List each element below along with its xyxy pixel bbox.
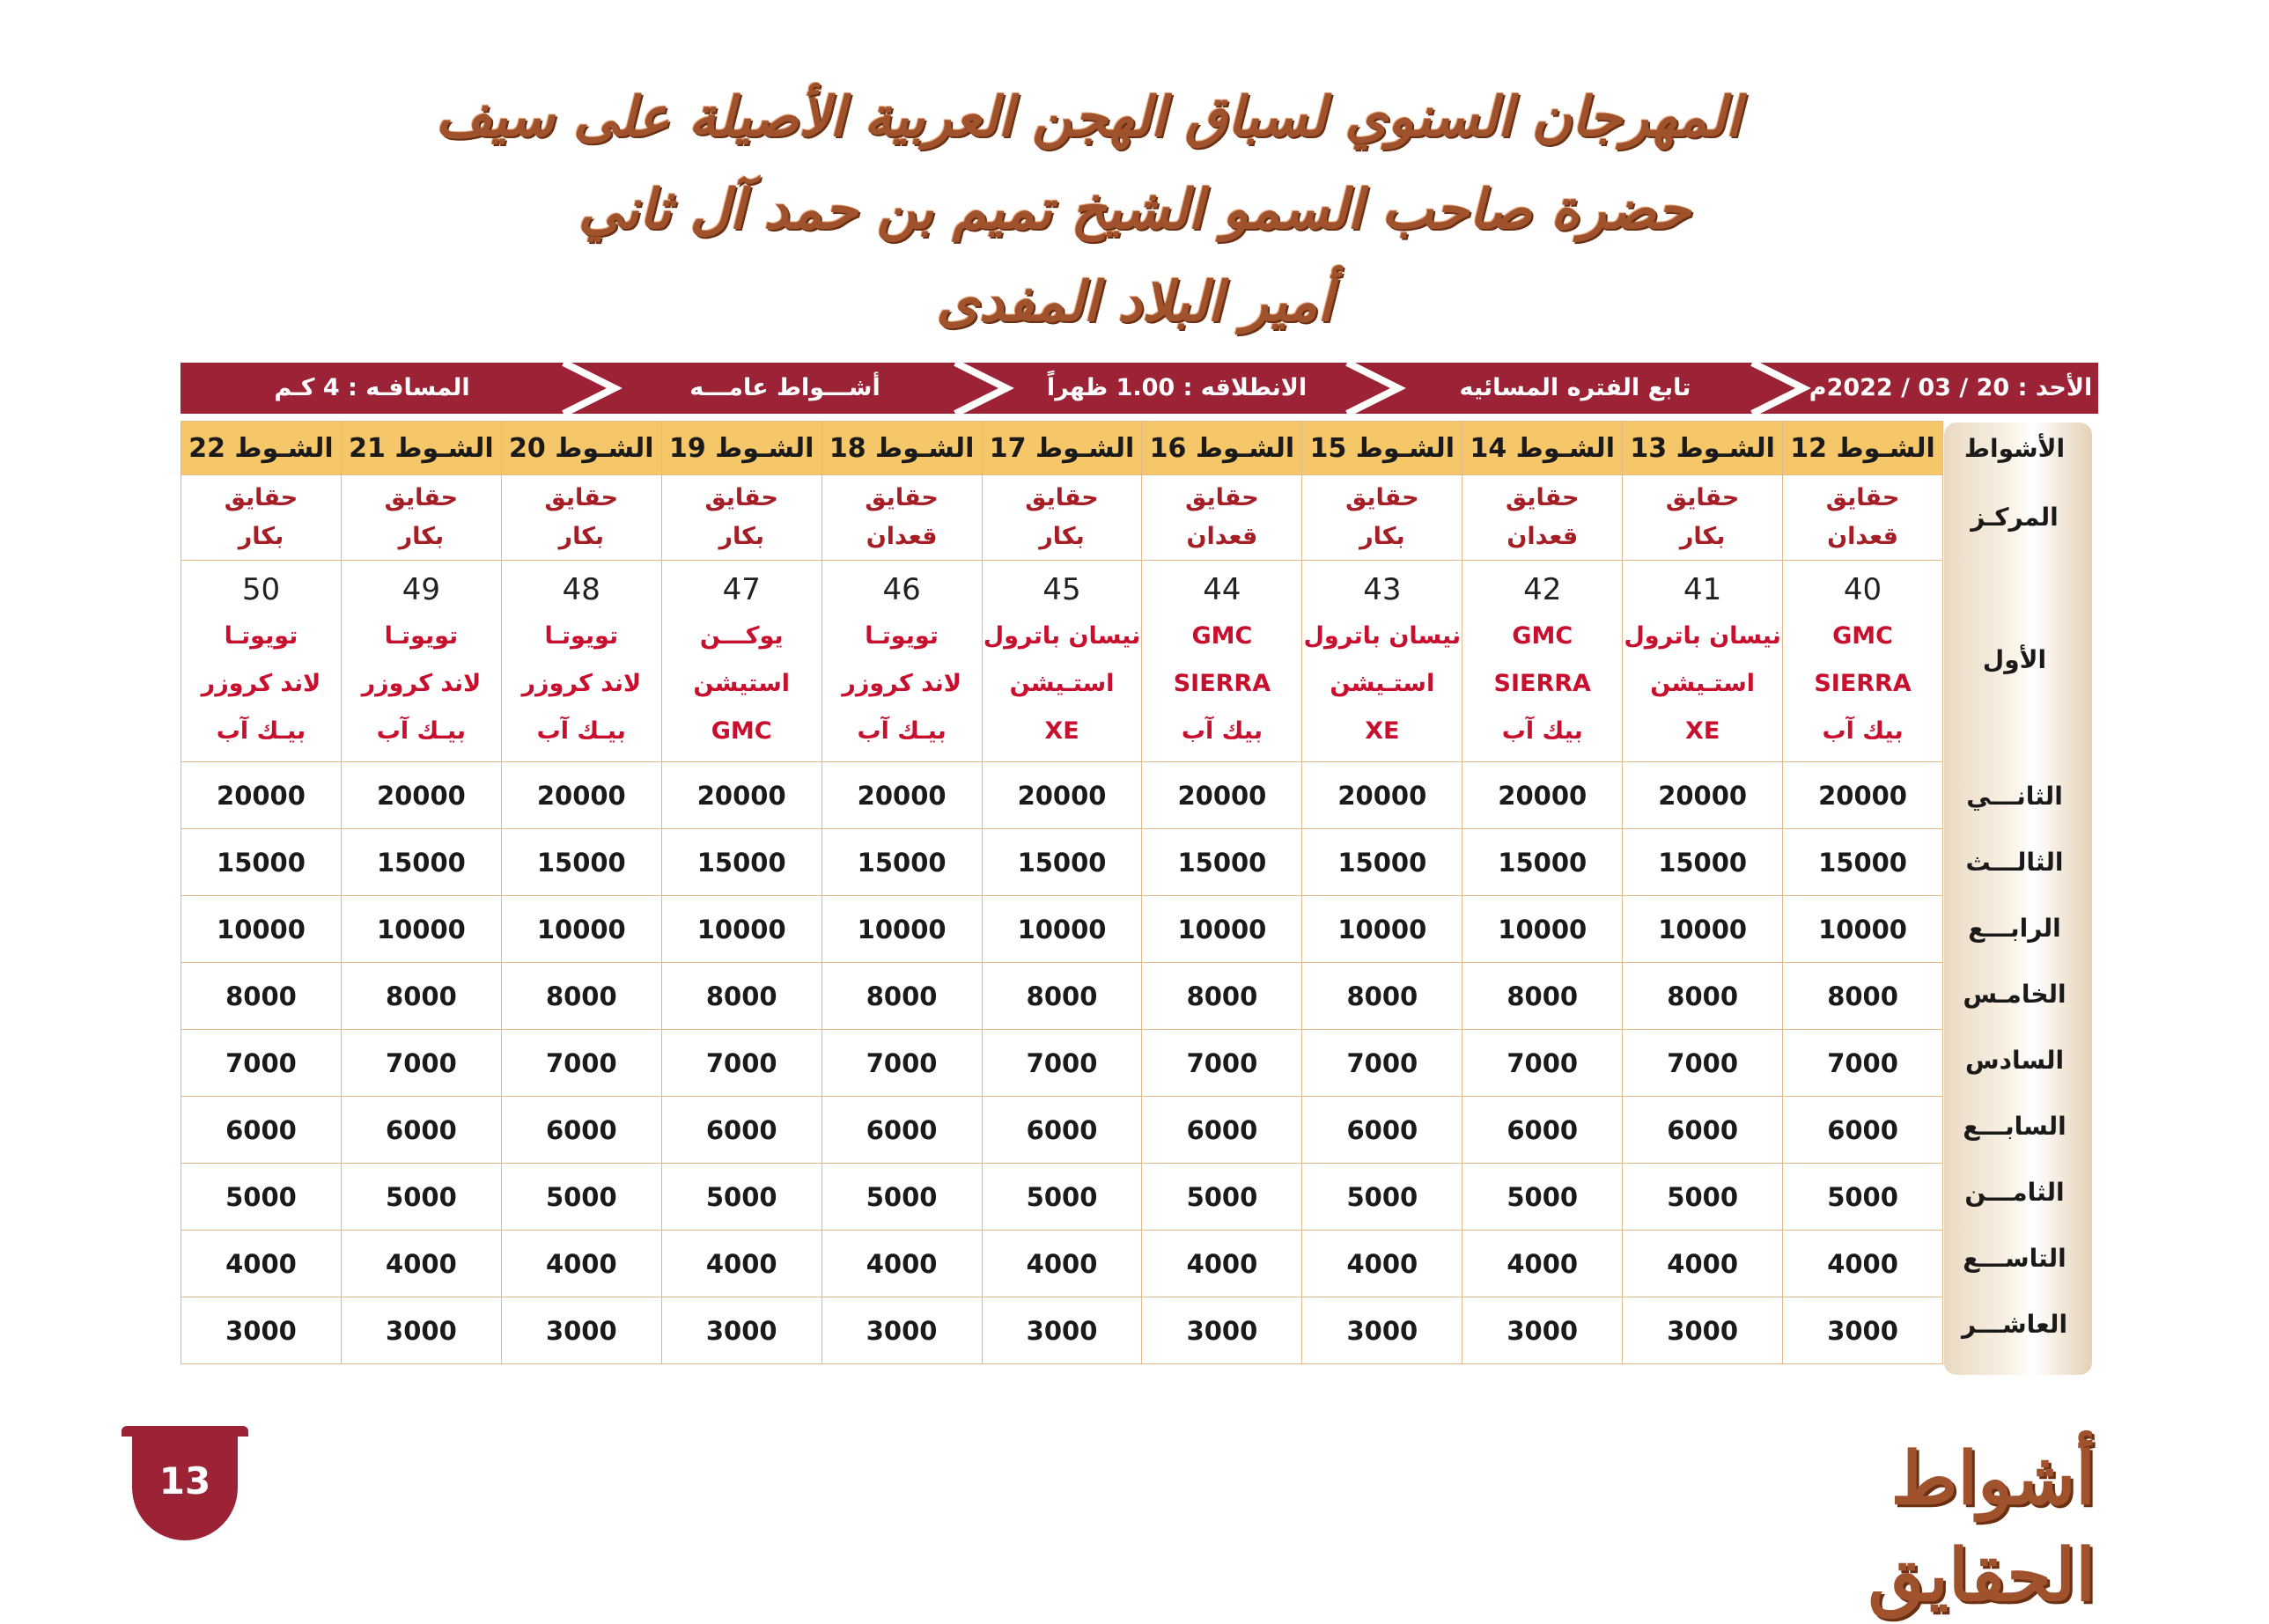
prize-cell: 20000 xyxy=(661,762,821,829)
prize-cell: 7000 xyxy=(661,1030,821,1097)
center-cell xyxy=(341,475,501,561)
center-line: بكار xyxy=(718,523,764,550)
prize-cell: 4000 xyxy=(1783,1231,1943,1297)
banner-date: الأحد : 20 / 03 / 2022م xyxy=(1809,374,2093,401)
banner-start: الانطلاقه : 1.00 ظهراً xyxy=(1046,374,1308,401)
car-name-line: بيك آب xyxy=(1181,717,1263,745)
prize-cell: 8000 xyxy=(661,963,821,1030)
car-name-line: بيك آب xyxy=(1822,717,1904,745)
center-line: حقايق xyxy=(1345,484,1419,511)
center-line: بكار xyxy=(398,523,445,550)
center-cell xyxy=(821,475,982,561)
prize-cell: 15000 xyxy=(982,829,1142,896)
prize-cell: 20000 xyxy=(1623,762,1783,829)
car-name-line: XE xyxy=(1044,717,1079,745)
car-number: 50 xyxy=(241,572,281,607)
center-line: حقايق xyxy=(544,484,619,511)
prize-row xyxy=(181,1231,1943,1297)
center-line: قعدان xyxy=(866,523,938,550)
prize-cell: 6000 xyxy=(982,1097,1142,1164)
prize-cell: 20000 xyxy=(821,762,982,829)
prize-cell: 10000 xyxy=(1142,896,1302,963)
prize-cell: 20000 xyxy=(341,762,501,829)
prize-cell: 4000 xyxy=(1462,1231,1623,1297)
prize-cell: 7000 xyxy=(1142,1030,1302,1097)
first-prize-cell xyxy=(1142,561,1302,762)
prize-row xyxy=(181,963,1943,1030)
prize-cell: 7000 xyxy=(501,1030,661,1097)
prize-cell: 3000 xyxy=(1302,1297,1462,1364)
banner-period: تابع الفتره المسائيه xyxy=(1459,374,1691,401)
row-label-first: الأول xyxy=(1982,645,2047,674)
banner-distance: المسافـه : 4 كـم xyxy=(274,374,470,401)
prize-cell: 8000 xyxy=(181,963,342,1030)
prize-cell: 20000 xyxy=(1783,762,1943,829)
center-line: حقايق xyxy=(865,484,939,511)
prize-row xyxy=(181,1030,1943,1097)
runs-table xyxy=(180,421,1943,1364)
prize-cell: 8000 xyxy=(1142,963,1302,1030)
prize-cell: 10000 xyxy=(1623,896,1783,963)
prize-cell: 8000 xyxy=(501,963,661,1030)
prize-cell: 3000 xyxy=(1783,1297,1943,1364)
prize-row xyxy=(181,762,1943,829)
car-number: 49 xyxy=(401,572,441,607)
prize-cell: 15000 xyxy=(821,829,982,896)
prize-cell: 10000 xyxy=(1302,896,1462,963)
prize-cell: 4000 xyxy=(982,1231,1142,1297)
car-number: 40 xyxy=(1843,572,1882,607)
prize-cell: 5000 xyxy=(1623,1164,1783,1231)
prize-cell: 10000 xyxy=(821,896,982,963)
prize-cell: 4000 xyxy=(661,1231,821,1297)
car-name-line: تويوتـا xyxy=(224,622,298,650)
prize-cell: 3000 xyxy=(341,1297,501,1364)
prize-cell: 6000 xyxy=(1462,1097,1623,1164)
prize-row xyxy=(181,829,1943,896)
row-label-third: الثالـــث xyxy=(1965,848,2064,877)
run-header-cell: الشـوط 16 xyxy=(1142,422,1302,475)
center-line: حقايق xyxy=(1505,484,1580,511)
prize-cell: 10000 xyxy=(341,896,501,963)
center-cell xyxy=(1302,475,1462,561)
prize-cell: 8000 xyxy=(341,963,501,1030)
prize-row xyxy=(181,1164,1943,1231)
prize-cell: 20000 xyxy=(982,762,1142,829)
car-name-line: بيـك آب xyxy=(216,717,306,745)
center-line: قعدان xyxy=(1827,523,1898,550)
row-label-center: المركـز xyxy=(1971,503,2059,532)
car-number: 41 xyxy=(1683,572,1722,607)
prize-cell: 3000 xyxy=(181,1297,342,1364)
first-prize-cell xyxy=(501,561,661,762)
center-line: حقايق xyxy=(1665,484,1740,511)
title-line-1: المهرجان السنوي لسباق الهجن العربية الأصيلة على سيف xyxy=(435,85,1741,149)
prize-cell: 15000 xyxy=(1302,829,1462,896)
prize-row xyxy=(181,1297,1943,1364)
car-name-line: SIERRA xyxy=(1173,670,1271,697)
prize-cell: 5000 xyxy=(982,1164,1142,1231)
center-line: بكار xyxy=(558,523,605,550)
prize-cell: 8000 xyxy=(1462,963,1623,1030)
prize-cell: 6000 xyxy=(1623,1097,1783,1164)
center-line: قعدان xyxy=(1186,523,1258,550)
center-line: حقايق xyxy=(224,484,298,511)
car-name-line: بيـك آب xyxy=(857,717,947,745)
run-header-cell: الشـوط 14 xyxy=(1462,422,1623,475)
center-cell xyxy=(1623,475,1783,561)
prize-cell: 5000 xyxy=(501,1164,661,1231)
prize-cell: 5000 xyxy=(1302,1164,1462,1231)
prize-cell: 7000 xyxy=(821,1030,982,1097)
prize-cell: 3000 xyxy=(982,1297,1142,1364)
car-number: 45 xyxy=(1042,572,1081,607)
footer-title: أشواط الحقايق xyxy=(1868,1437,2096,1618)
center-line: حقايق xyxy=(384,484,459,511)
prize-cell: 5000 xyxy=(661,1164,821,1231)
prize-cell: 15000 xyxy=(1462,829,1623,896)
center-line: بكار xyxy=(1359,523,1405,550)
prize-cell: 10000 xyxy=(661,896,821,963)
car-number: 47 xyxy=(722,572,761,607)
prize-cell: 15000 xyxy=(661,829,821,896)
car-name-line: نيسان باترول xyxy=(983,622,1141,650)
title-block xyxy=(435,70,1741,348)
run-header-cell: الشـوط 17 xyxy=(982,422,1142,475)
page-number: 13 xyxy=(132,1430,238,1540)
center-cell xyxy=(1462,475,1623,561)
prize-cell: 3000 xyxy=(1462,1297,1623,1364)
prize-cell: 6000 xyxy=(661,1097,821,1164)
row-label-ninth: التاســـع xyxy=(1963,1244,2066,1273)
center-cell xyxy=(982,475,1142,561)
prize-cell: 7000 xyxy=(341,1030,501,1097)
car-name-line: GMC xyxy=(1832,622,1893,650)
prize-cell: 5000 xyxy=(1783,1164,1943,1231)
prize-cell: 8000 xyxy=(821,963,982,1030)
prize-cell: 15000 xyxy=(181,829,342,896)
center-line: قعدان xyxy=(1507,523,1579,550)
prize-cell: 5000 xyxy=(1462,1164,1623,1231)
prize-cell: 5000 xyxy=(181,1164,342,1231)
car-name-line: XE xyxy=(1685,717,1720,745)
car-name-line: نيسان باترول xyxy=(1624,622,1781,650)
info-banner xyxy=(180,363,2098,414)
prize-row xyxy=(181,1097,1943,1164)
center-line: بكار xyxy=(1679,523,1726,550)
center-line: حقايق xyxy=(1025,484,1099,511)
prize-cell: 6000 xyxy=(501,1097,661,1164)
first-prize-cell xyxy=(982,561,1142,762)
car-name-line: استـيشن xyxy=(1330,670,1435,697)
first-prize-cell xyxy=(1302,561,1462,762)
prize-cell: 4000 xyxy=(1302,1231,1462,1297)
prize-cell: 6000 xyxy=(821,1097,982,1164)
car-name-line: SIERRA xyxy=(1493,670,1591,697)
prize-cell: 4000 xyxy=(1623,1231,1783,1297)
first-prize-cell xyxy=(341,561,501,762)
prize-cell: 15000 xyxy=(1623,829,1783,896)
header-row xyxy=(181,422,1943,475)
car-number: 44 xyxy=(1203,572,1241,607)
car-name-line: نيسان باترول xyxy=(1303,622,1462,650)
prize-cell: 7000 xyxy=(1302,1030,1462,1097)
title-line-3: أمير البلاد المفدى xyxy=(936,269,1333,334)
prize-cell: 7000 xyxy=(181,1030,342,1097)
prize-cell: 6000 xyxy=(341,1097,501,1164)
car-name-line: تويوتـا xyxy=(544,622,619,650)
car-name-line: تويوتـا xyxy=(865,622,939,650)
row-label-column xyxy=(1944,423,2092,1375)
center-cell xyxy=(181,475,342,561)
row-label-second: الثانـــي xyxy=(1966,782,2063,811)
prize-cell: 8000 xyxy=(1302,963,1462,1030)
prize-cell: 6000 xyxy=(181,1097,342,1164)
first-prize-cell xyxy=(1783,561,1943,762)
prize-cell: 4000 xyxy=(821,1231,982,1297)
center-row xyxy=(181,475,1943,561)
prize-cell: 3000 xyxy=(1623,1297,1783,1364)
car-number: 48 xyxy=(562,572,600,607)
first-prize-cell xyxy=(181,561,342,762)
car-name-line: لاند كروزر xyxy=(842,670,961,697)
car-name-line: GMC xyxy=(1512,622,1573,650)
prize-cell: 10000 xyxy=(982,896,1142,963)
prize-cell: 3000 xyxy=(1142,1297,1302,1364)
prize-cell: 20000 xyxy=(181,762,342,829)
run-header-cell: الشـوط 15 xyxy=(1302,422,1462,475)
run-header-cell: الشـوط 13 xyxy=(1623,422,1783,475)
first-prize-row xyxy=(181,561,1943,762)
title-line-2: حضرة صاحب السمو الشيخ تميم بن حمد آل ثاني xyxy=(578,177,1691,241)
first-prize-cell xyxy=(1462,561,1623,762)
run-header-cell: الشـوط 20 xyxy=(501,422,661,475)
car-name-line: SIERRA xyxy=(1814,670,1912,697)
prize-cell: 5000 xyxy=(821,1164,982,1231)
prize-cell: 3000 xyxy=(501,1297,661,1364)
car-name-line: GMC xyxy=(711,717,772,745)
prize-cell: 10000 xyxy=(1783,896,1943,963)
prize-cell: 8000 xyxy=(1623,963,1783,1030)
prize-cell: 15000 xyxy=(341,829,501,896)
prize-cell: 20000 xyxy=(1142,762,1302,829)
center-line: حقايق xyxy=(1185,484,1259,511)
car-name-line: GMC xyxy=(1191,622,1253,650)
center-cell xyxy=(661,475,821,561)
prize-cell: 8000 xyxy=(982,963,1142,1030)
first-prize-cell xyxy=(821,561,982,762)
prize-cell: 20000 xyxy=(1302,762,1462,829)
row-label-sixth: السادس xyxy=(1964,1046,2065,1075)
prize-cell: 7000 xyxy=(1462,1030,1623,1097)
row-label-fourth: الرابـــع xyxy=(1968,914,2061,943)
prize-cell: 3000 xyxy=(661,1297,821,1364)
prize-cell: 15000 xyxy=(1142,829,1302,896)
prize-cell: 15000 xyxy=(501,829,661,896)
run-header-cell: الشـوط 22 xyxy=(181,422,342,475)
prize-cell: 10000 xyxy=(1462,896,1623,963)
car-name-line: استـيشن xyxy=(1650,670,1756,697)
prize-cell: 4000 xyxy=(181,1231,342,1297)
prize-cell: 5000 xyxy=(341,1164,501,1231)
center-line: بكار xyxy=(238,523,284,550)
car-name-line: يوكـــن xyxy=(699,622,784,650)
car-name-line: لاند كروزر xyxy=(521,670,642,697)
prize-cell: 3000 xyxy=(821,1297,982,1364)
prize-cell: 10000 xyxy=(501,896,661,963)
prize-cell: 20000 xyxy=(501,762,661,829)
prize-cell: 7000 xyxy=(982,1030,1142,1097)
row-label-tenth: العاشـــر xyxy=(1961,1310,2068,1339)
prize-cell: 4000 xyxy=(501,1231,661,1297)
car-name-line: لاند كروزر xyxy=(361,670,482,697)
car-number: 42 xyxy=(1523,572,1562,607)
car-name-line: لاند كروزر xyxy=(201,670,321,697)
row-label-eighth: الثامـــن xyxy=(1964,1178,2065,1207)
center-cell xyxy=(1142,475,1302,561)
banner-type: أشـــواط عامـــه xyxy=(689,374,880,401)
car-number: 46 xyxy=(882,572,921,607)
car-name-line: بيـك آب xyxy=(376,717,467,745)
row-label-seventh: السابـــع xyxy=(1963,1112,2066,1141)
run-header-cell: الشـوط 18 xyxy=(821,422,982,475)
car-name-line: تويوتـا xyxy=(384,622,459,650)
prize-cell: 6000 xyxy=(1142,1097,1302,1164)
car-name-line: استيشن xyxy=(693,670,791,697)
prize-cell: 4000 xyxy=(1142,1231,1302,1297)
center-cell xyxy=(501,475,661,561)
first-prize-cell xyxy=(1623,561,1783,762)
run-header-cell: الشـوط 19 xyxy=(661,422,821,475)
row-label-fifth: الخامـس xyxy=(1963,980,2066,1009)
first-prize-cell xyxy=(661,561,821,762)
car-name-line: بيك آب xyxy=(1501,717,1583,745)
prize-cell: 20000 xyxy=(1462,762,1623,829)
center-line: حقايق xyxy=(704,484,778,511)
center-line: حقايق xyxy=(1825,484,1900,511)
car-number: 43 xyxy=(1363,572,1402,607)
run-header-cell: الشـوط 12 xyxy=(1783,422,1943,475)
car-name-line: استـيشن xyxy=(1009,670,1115,697)
prize-cell: 4000 xyxy=(341,1231,501,1297)
car-name-line: بيـك آب xyxy=(536,717,626,745)
prize-cell: 7000 xyxy=(1623,1030,1783,1097)
prize-cell: 6000 xyxy=(1302,1097,1462,1164)
prize-cell: 5000 xyxy=(1142,1164,1302,1231)
prize-cell: 10000 xyxy=(181,896,342,963)
run-header-cell: الشـوط 21 xyxy=(341,422,501,475)
prize-cell: 7000 xyxy=(1783,1030,1943,1097)
row-label-runs: الأشواط xyxy=(1963,434,2066,463)
prize-row xyxy=(181,896,1943,963)
car-name-line: XE xyxy=(1365,717,1400,745)
prize-cell: 6000 xyxy=(1783,1097,1943,1164)
prize-cell: 15000 xyxy=(1783,829,1943,896)
prize-cell: 8000 xyxy=(1783,963,1943,1030)
center-cell xyxy=(1783,475,1943,561)
center-line: بكار xyxy=(1039,523,1085,550)
